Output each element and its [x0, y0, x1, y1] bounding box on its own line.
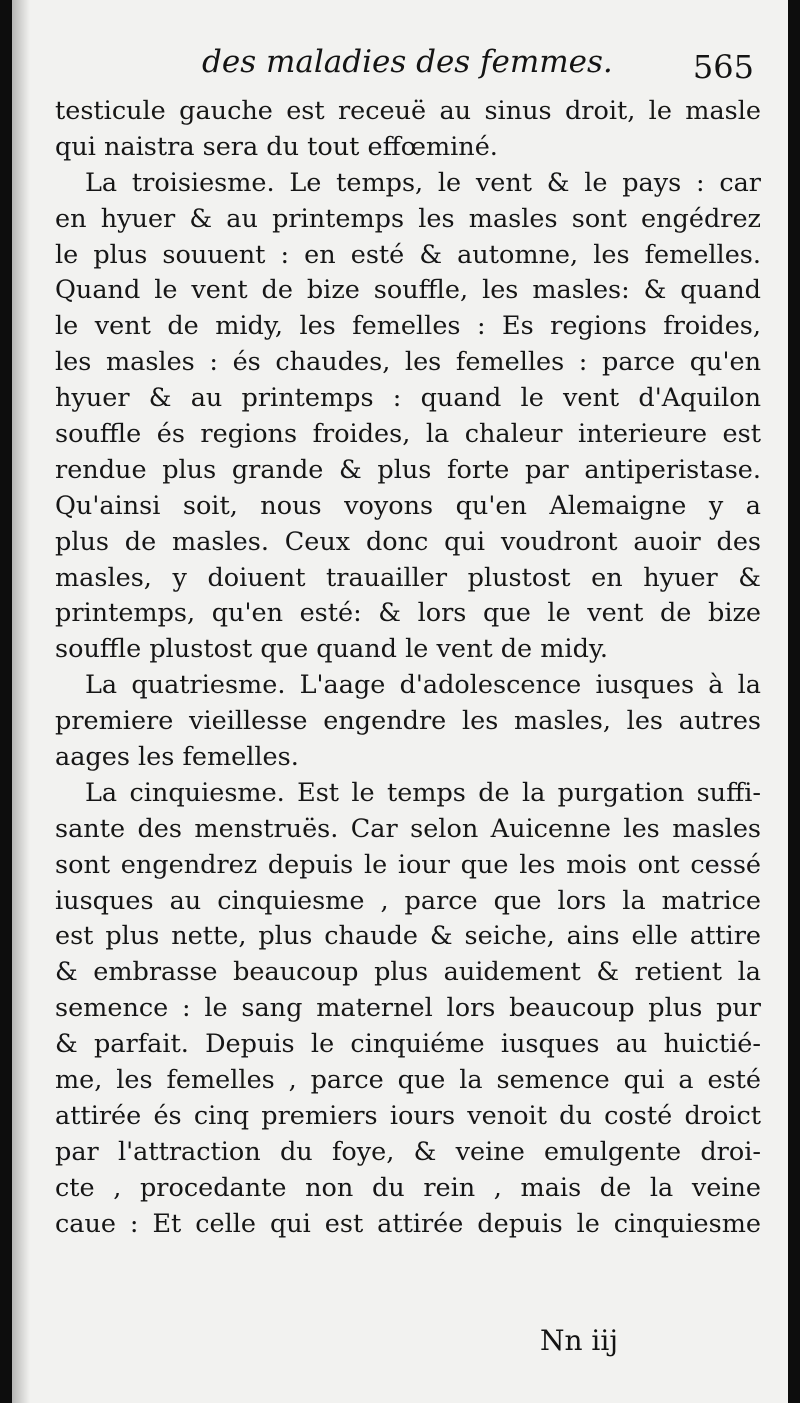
text-line: & parfait. Depuis le cinquiéme iusques au huictié-: [55, 1029, 761, 1060]
text-line: plus de masles. Ceux donc qui voudront auoir des: [55, 526, 761, 557]
book-page: [12, 0, 788, 1403]
text-line: Quand le vent de bize souffle, les masles: & quand: [55, 275, 761, 306]
text-line: testicule gauche est receuë au sinus droit, le masle: [55, 96, 761, 126]
page-header: [12, 44, 788, 94]
text-line: cte , procedante non du rein , mais de la veine: [55, 1172, 761, 1203]
body-text: [55, 94, 761, 1243]
running-title: des maladies des femmes.: [202, 44, 613, 80]
text-line: La cinquiesme. Est le temps de la purgation suffi-: [85, 777, 761, 808]
text-line: sont engendrez depuis le iour que les mois ont cessé: [55, 849, 761, 880]
text-line: sante des menstruës. Car selon Auicenne les masles: [55, 813, 761, 844]
text-line: est plus nette, plus chaude & seiche, ains elle attire: [55, 921, 761, 952]
text-line: par l'attraction du foye, & veine emulgente droi-: [55, 1136, 761, 1167]
text-line: les masles : és chaudes, les femelles : parce qu'en: [55, 347, 761, 378]
text-line: souffle és regions froides, la chaleur interieure est: [55, 419, 761, 450]
text-line: La quatriesme. L'aage d'adolescence iusques à la: [85, 670, 761, 701]
text-line: premiere vieillesse engendre les masles, les autres: [55, 706, 761, 737]
text-line: semence : le sang maternel lors beaucoup plus pur: [55, 993, 761, 1024]
text-line: Qu'ainsi soit, nous voyons qu'en Alemaigne y a: [55, 490, 761, 521]
text-line: caue : Et celle qui est attirée depuis le cinquiesme: [55, 1208, 761, 1239]
text-line: le vent de midy, les femelles : Es regions froides,: [55, 311, 761, 342]
text-line: souffle plustost que quand le vent de midy.: [55, 634, 609, 665]
text-line: masles, y doiuent trauailler plustost en hyuer &: [55, 562, 761, 593]
text-line: La troisiesme. Le temps, le vent & le pays : car: [85, 167, 761, 198]
text-line: me, les femelles , parce que la semence qui a esté: [55, 1065, 761, 1096]
text-line: le plus souuent : en esté & automne, les femelles.: [55, 239, 761, 270]
signature-mark: Nn iij: [540, 1324, 619, 1357]
text-line: rendue plus grande & plus forte par antiperistase.: [55, 454, 761, 485]
text-line: qui naistra sera du tout effœminé.: [55, 131, 498, 162]
text-line: hyuer & au printemps : quand le vent d'Aquilon: [55, 383, 761, 414]
text-line: & embrasse beaucoup plus auidement & retient la: [55, 957, 761, 988]
text-line: attirée és cinq premiers iours venoit du costé droict: [55, 1100, 761, 1131]
text-line: iusques au cinquiesme , parce que lors la matrice: [55, 885, 761, 916]
text-line: aages les femelles.: [55, 742, 299, 773]
text-line: en hyuer & au printemps les masles sont engédrez: [55, 203, 761, 234]
page-number: 565: [692, 48, 754, 86]
text-line: printemps, qu'en esté: & lors que le vent de bize: [55, 598, 761, 629]
